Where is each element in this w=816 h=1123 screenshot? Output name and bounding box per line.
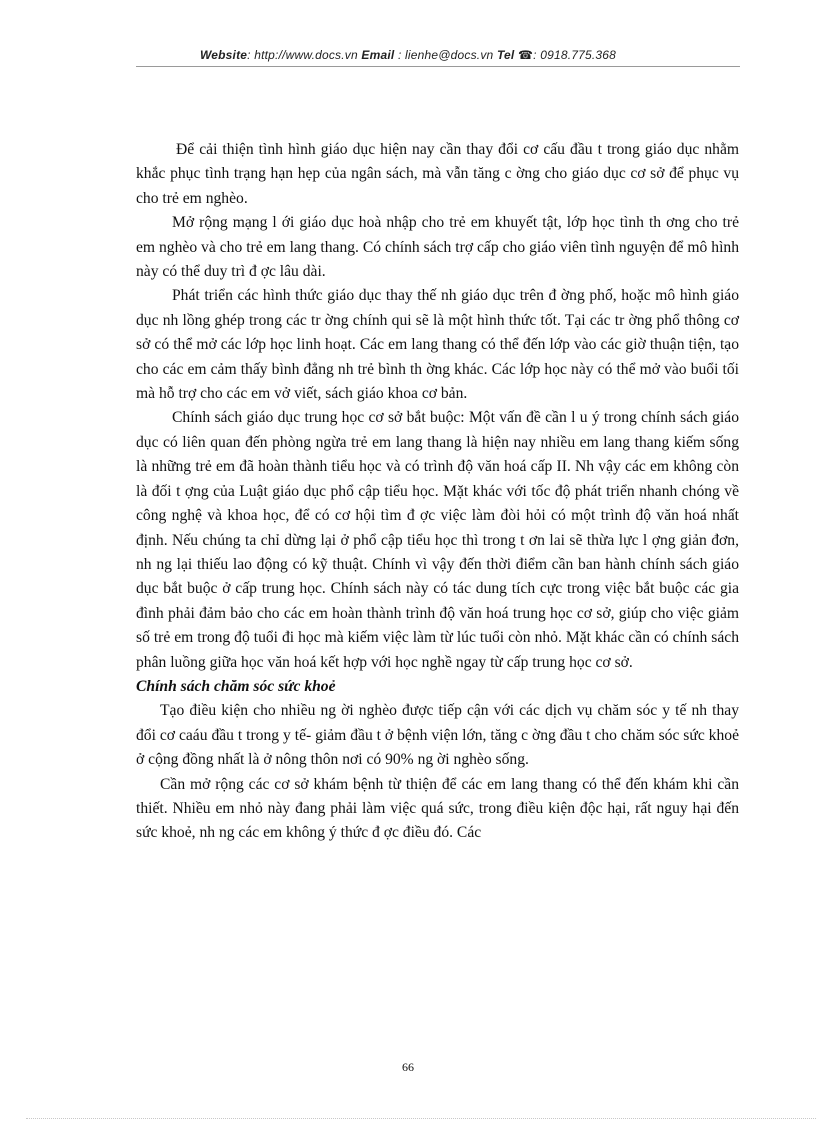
paragraph: Để cải thiện tình hình giáo dục hiện nay cần thay đổi cơ cấu đầu t trong giáo dục nhằm khắc phục tình trạng hạn hẹp của ngân sách, mà vẫn tăng c ờng cho giáo dục cơ sở để phục vụ cho trẻ em nghèo. xyxy=(136,141,739,207)
paragraph: Phát triển các hình thức giáo dục thay thế nh giáo dục trên đ ờng phố, hoặc mô hình giáo dục nh lồng ghép trong các tr ờng chính qui sẽ là một hình thức tốt. Tại các tr ờng phổ thông cơ sở có thể mở các lớp học linh hoạt. Các em lang thang có thể đến lớp vào các giờ thuận tiện, tạo cho các em cảm thấy bình đẳng nh trẻ bình th ờng khác. Các lớp học này có thể mở vào buổi tối mà hỗ trợ cho các em vở viết, sách giáo khoa cơ bản. xyxy=(136,287,739,403)
tel-value: : 0918.775.368 xyxy=(533,48,617,62)
header-divider xyxy=(136,66,740,67)
paragraph: Mở rộng mạng l ới giáo dục hoà nhập cho trẻ em khuyết tật, lớp học tình th ơng cho trẻ em nghèo và cho trẻ em lang thang. Có chính sách trợ cấp cho giáo viên tình nguyện để mô hình này có thể duy trì đ ợc lâu dài. xyxy=(136,214,739,281)
paragraph: Chính sách giáo dục trung học cơ sở bắt buộc: Một vấn đề cần l u ý trong chính sách giáo dục có liên quan đến phòng ngừa trẻ em lang thang là hiện nay nhiều em lang thang kiếm sống là những trẻ em đã hoàn thành tiểu học và có trình độ văn hoá cấp II. Nh vậy các em không còn là đối t ợng của Luật giáo dục phổ cập tiểu học. Mặt khác với tốc độ phát triển nhanh chóng về công nghệ và khoa học, để có cơ hội tìm đ ợc việc làm đòi hỏi có một trình độ văn hoá nhất định. Nếu chúng ta chỉ dừng lại ở phổ cập tiểu học thì trong t ơn lai sẽ thừa lực l ợng giản đơn, nh ng lại thiếu lao động có kỹ thuật. Chính vì vậy đến thời điểm cần ban hành chính sách giáo dục bắt buộc ở cấp trung học. Chính sách này có tác dung tích cực trong việc bắt buộc các gia đình phải đảm bảo cho các em hoàn thành trình độ văn hoá trung học cơ sở, giúp cho việc giảm số trẻ em trong độ tuổi đi học mà kiếm việc làm từ lúc tuổi còn nhỏ. Mặt khác cần có chính sách phân luồng giữa học văn hoá kết hợp với học nghề ngay từ cấp trung học cơ sở. xyxy=(136,409,739,671)
tel-label: Tel xyxy=(496,48,515,62)
page-bottom-border xyxy=(26,1118,816,1119)
website-label: Website xyxy=(199,48,248,62)
phone-icon: ☎ xyxy=(518,48,534,62)
paragraph: Tạo điều kiện cho nhiều ng ời nghèo được tiếp cận với các dịch vụ chăm sóc y tế nh thay đổi cơ caáu đầu t trong y tế- giảm đầu t ở bệnh viện lớn, tăng c ờng đầu t cho chăm sóc sức khoẻ ở cộng đồng nhất là ở nông thôn nơi có 90% ng ời nghèo sống. xyxy=(136,702,739,769)
document-body xyxy=(136,138,739,846)
page-header xyxy=(0,48,816,62)
paragraph: Cần mở rộng các cơ sở khám bệnh từ thiện để các em lang thang có thể đến khám khi cần thiết. Nhiều em nhỏ này đang phải làm việc quá sức, trong điều kiện độc hại, rất nguy hại đến sức khoẻ, nh ng các em không ý thức đ ợc điều đó. Các xyxy=(136,775,739,842)
section-heading: Chính sách chăm sóc sức khoẻ xyxy=(136,677,336,695)
email-value: : lienhe@docs.vn xyxy=(397,48,494,62)
page-number: 66 xyxy=(402,1060,414,1074)
website-value: : http://www.docs.vn xyxy=(247,48,358,62)
email-label: Email xyxy=(361,48,395,62)
